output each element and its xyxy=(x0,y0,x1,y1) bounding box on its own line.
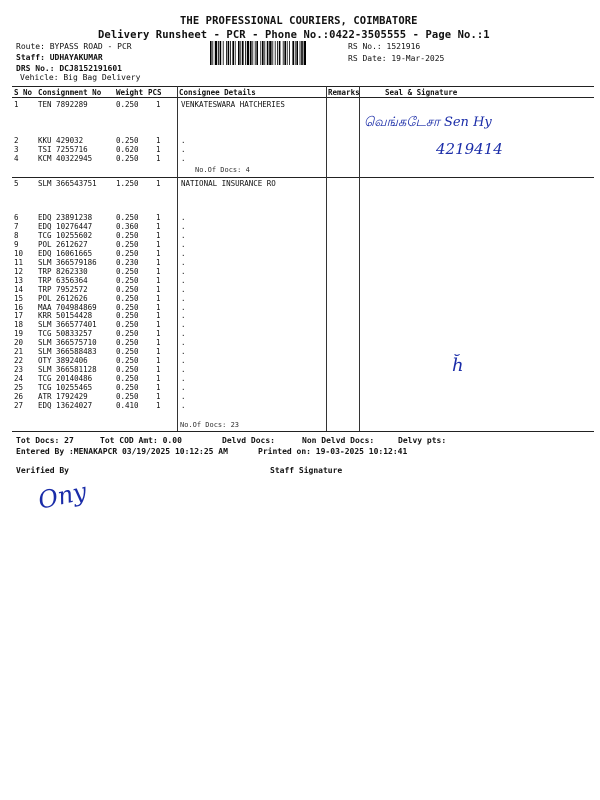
cell-consignee: . xyxy=(181,136,186,145)
cell-consignment-no: SLM 366579186 xyxy=(38,258,97,267)
cell-pcs: 1 xyxy=(156,311,161,320)
delvy-pts: Delvy pts: xyxy=(398,436,447,445)
barcode-bar xyxy=(220,41,222,65)
cell-consignee: . xyxy=(181,249,186,258)
barcode-bar xyxy=(247,41,249,65)
cell-pcs: 1 xyxy=(156,258,161,267)
table-row xyxy=(0,374,600,383)
cell-consignee: . xyxy=(181,392,186,401)
cell-consignment-no: TEN 7892289 xyxy=(38,100,88,109)
barcode-bar xyxy=(277,41,278,65)
barcode-bar xyxy=(226,41,227,65)
cell-consignee: . xyxy=(181,329,186,338)
cell-consignment-no: SLM 366543751 xyxy=(38,179,97,188)
cell-weight: 0.250 xyxy=(116,276,139,285)
cell-consignment-no: TCG 10255602 xyxy=(38,231,93,240)
cell-weight: 0.250 xyxy=(116,383,139,392)
cell-sno: 14 xyxy=(14,285,24,294)
cell-weight: 0.620 xyxy=(116,145,139,154)
table-top-rule xyxy=(12,86,594,87)
cell-sno: 23 xyxy=(14,365,24,374)
barcode-bar xyxy=(223,41,224,65)
table-row xyxy=(0,136,600,145)
cell-weight: 0.250 xyxy=(116,154,139,163)
cell-sno: 2 xyxy=(14,136,19,145)
cell-pcs: 1 xyxy=(156,222,161,231)
barcode-bar xyxy=(296,41,298,65)
cell-pcs: 1 xyxy=(156,285,161,294)
cell-consignment-no: TRP 7952572 xyxy=(38,285,88,294)
cell-consignment-no: MAA 704984869 xyxy=(38,303,97,312)
table-bottom-rule xyxy=(12,431,594,432)
cell-sno: 4 xyxy=(14,154,19,163)
entered-by: Entered By :MENAKAPCR 03/19/2025 10:12:25 AM xyxy=(16,447,228,456)
barcode-bar xyxy=(215,41,217,65)
cell-consignment-no: TCG 20140486 xyxy=(38,374,93,383)
cell-consignee: NATIONAL INSURANCE RO xyxy=(181,179,276,188)
cell-consignment-no: POL 2612626 xyxy=(38,294,88,303)
table-row xyxy=(0,179,600,188)
cell-consignee: . xyxy=(181,294,186,303)
cell-pcs: 1 xyxy=(156,100,161,109)
cell-sno: 6 xyxy=(14,213,19,222)
seal-handwriting-number: 4219414 xyxy=(436,140,503,158)
cell-weight: 0.250 xyxy=(116,240,139,249)
cell-consignee: . xyxy=(181,258,186,267)
barcode-bar xyxy=(262,41,264,65)
barcode-bar xyxy=(228,41,230,65)
verified-signature: Ony xyxy=(35,477,90,515)
cell-sno: 11 xyxy=(14,258,24,267)
table-row xyxy=(0,392,600,401)
cell-weight: 0.250 xyxy=(116,213,139,222)
cell-sno: 22 xyxy=(14,356,24,365)
cell-weight: 0.360 xyxy=(116,222,139,231)
cell-consignee: VENKATESWARA HATCHERIES xyxy=(181,100,285,109)
cell-pcs: 1 xyxy=(156,401,161,410)
cell-weight: 1.250 xyxy=(116,179,139,188)
table-row xyxy=(0,100,600,109)
cell-pcs: 1 xyxy=(156,213,161,222)
cell-weight: 0.250 xyxy=(116,136,139,145)
barcode-bar xyxy=(295,41,296,65)
cell-sno: 24 xyxy=(14,374,24,383)
cell-consignee: . xyxy=(181,154,186,163)
header-seal: Seal & Signature xyxy=(385,88,458,97)
delvd-docs: Delvd Docs: xyxy=(222,436,275,445)
cell-consignment-no: POL 2612627 xyxy=(38,240,88,249)
cell-pcs: 1 xyxy=(156,320,161,329)
cell-sno: 17 xyxy=(14,311,24,320)
cell-consignment-no: TRP 8262330 xyxy=(38,267,88,276)
cell-sno: 15 xyxy=(14,294,24,303)
cell-pcs: 1 xyxy=(156,338,161,347)
table-row xyxy=(0,222,600,231)
tot-docs: Tot Docs: 27 xyxy=(16,436,74,445)
staff-signature-label: Staff Signature xyxy=(270,466,343,475)
cell-weight: 0.250 xyxy=(116,294,139,303)
cell-sno: 3 xyxy=(14,145,19,154)
cell-weight: 0.250 xyxy=(116,374,139,383)
cell-consignee: . xyxy=(181,267,186,276)
cell-sno: 13 xyxy=(14,276,24,285)
table-row xyxy=(0,329,600,338)
cell-weight: 0.250 xyxy=(116,285,139,294)
cell-consignee: . xyxy=(181,213,186,222)
cell-consignment-no: EDQ 23891238 xyxy=(38,213,93,222)
cell-consignee: . xyxy=(181,401,186,410)
cell-consignee: . xyxy=(181,383,186,392)
cell-sno: 7 xyxy=(14,222,19,231)
cell-consignment-no: SLM 366581128 xyxy=(38,365,97,374)
header-pcs: PCS xyxy=(148,88,162,97)
tot-cod: Tot COD Amt: 0.00 xyxy=(100,436,182,445)
table-header-rule xyxy=(12,97,594,98)
barcode-bar xyxy=(264,41,265,65)
barcode-bar xyxy=(272,41,273,65)
barcode-bar xyxy=(279,41,281,65)
cell-consignment-no: TCG 10255465 xyxy=(38,383,93,392)
cell-weight: 0.250 xyxy=(116,267,139,276)
cell-pcs: 1 xyxy=(156,356,161,365)
cell-consignee: . xyxy=(181,145,186,154)
cell-consignment-no: OTY 3892406 xyxy=(38,356,88,365)
table-row xyxy=(0,240,600,249)
cell-consignment-no: EDQ 13624027 xyxy=(38,401,93,410)
table-row xyxy=(0,285,600,294)
header-sno: S No xyxy=(14,88,33,97)
table-row xyxy=(0,383,600,392)
cell-pcs: 1 xyxy=(156,145,161,154)
cell-sno: 18 xyxy=(14,320,24,329)
cell-weight: 0.230 xyxy=(116,258,139,267)
barcode-bar xyxy=(230,41,231,65)
barcode-bar xyxy=(292,41,294,65)
cell-pcs: 1 xyxy=(156,154,161,163)
cell-weight: 0.410 xyxy=(116,401,139,410)
barcode-bar xyxy=(250,41,252,65)
barcode-bar xyxy=(256,41,258,65)
barcode-bar xyxy=(252,41,253,65)
cell-pcs: 1 xyxy=(156,249,161,258)
cell-pcs: 1 xyxy=(156,136,161,145)
handwritten-mark: h̆ xyxy=(452,355,464,376)
table-row xyxy=(0,276,600,285)
cell-pcs: 1 xyxy=(156,276,161,285)
cell-pcs: 1 xyxy=(156,231,161,240)
table-row xyxy=(0,154,600,163)
table-row xyxy=(0,267,600,276)
cell-consignment-no: TCG 50833257 xyxy=(38,329,93,338)
barcode-bar xyxy=(212,41,213,65)
cell-weight: 0.250 xyxy=(116,356,139,365)
barcode-bar xyxy=(275,41,276,65)
group1-rule xyxy=(12,177,594,178)
cell-weight: 0.250 xyxy=(116,100,139,109)
verified-by: Verified By xyxy=(16,466,69,475)
table-row xyxy=(0,365,600,374)
barcode-bar xyxy=(300,41,301,65)
cell-sno: 26 xyxy=(14,392,24,401)
cell-pcs: 1 xyxy=(156,329,161,338)
cell-consignee: . xyxy=(181,303,186,312)
route-label: Route: BYPASS ROAD - PCR xyxy=(16,42,132,51)
cell-weight: 0.250 xyxy=(116,231,139,240)
cell-consignee: . xyxy=(181,338,186,347)
barcode-bar xyxy=(289,41,290,65)
cell-sno: 12 xyxy=(14,267,24,276)
table-header xyxy=(0,88,600,97)
cell-sno: 27 xyxy=(14,401,24,410)
seal-handwriting: வெங்கடேசா Sen Hy xyxy=(364,115,492,130)
cell-weight: 0.250 xyxy=(116,311,139,320)
cell-consignment-no: EDQ 16061665 xyxy=(38,249,93,258)
cell-pcs: 1 xyxy=(156,240,161,249)
barcode-bar xyxy=(287,41,288,65)
barcode-bar xyxy=(242,41,244,65)
cell-pcs: 1 xyxy=(156,392,161,401)
table-row xyxy=(0,213,600,222)
rs-no: RS No.: 1521916 xyxy=(348,42,421,51)
cell-sno: 19 xyxy=(14,329,24,338)
cell-sno: 1 xyxy=(14,100,19,109)
cell-consignee: . xyxy=(181,374,186,383)
cell-consignment-no: SLM 366575710 xyxy=(38,338,97,347)
table-row xyxy=(0,249,600,258)
cell-sno: 20 xyxy=(14,338,24,347)
barcode-bar xyxy=(255,41,256,65)
header-remarks: Remarks xyxy=(328,88,360,97)
cell-consignee: . xyxy=(181,365,186,374)
barcode-bar xyxy=(267,41,269,65)
cell-sno: 5 xyxy=(14,179,19,188)
cell-pcs: 1 xyxy=(156,347,161,356)
drs-no: DRS No.: DCJ8152191601 xyxy=(16,64,122,73)
cell-consignee: . xyxy=(181,356,186,365)
barcode-bar xyxy=(304,41,306,65)
barcode-bar xyxy=(240,41,241,65)
cell-pcs: 1 xyxy=(156,294,161,303)
barcode-bar xyxy=(235,41,236,65)
group1-docs-count: No.Of Docs: 4 xyxy=(195,166,250,174)
vehicle-label: Vehicle: Big Bag Delivery xyxy=(20,73,141,82)
non-delvd-docs: Non Delvd Docs: xyxy=(302,436,375,445)
cell-consignment-no: ATR 1792429 xyxy=(38,392,88,401)
barcode-bar xyxy=(301,41,303,65)
header-consignee: Consignee Details xyxy=(179,88,256,97)
cell-sno: 10 xyxy=(14,249,24,258)
runsheet-title: Delivery Runsheet - PCR - Phone No.:0422-3505555 - Page No.:1 xyxy=(98,29,490,41)
cell-consignee: . xyxy=(181,276,186,285)
cell-weight: 0.250 xyxy=(116,365,139,374)
cell-pcs: 1 xyxy=(156,179,161,188)
cell-pcs: 1 xyxy=(156,365,161,374)
barcode-bar xyxy=(269,41,271,65)
table-row xyxy=(0,311,600,320)
table-row xyxy=(0,401,600,410)
barcode-bar xyxy=(283,41,284,65)
cell-consignee: . xyxy=(181,285,186,294)
header-consignment: Consignment No xyxy=(38,88,102,97)
cell-consignee: . xyxy=(181,320,186,329)
cell-sno: 8 xyxy=(14,231,19,240)
table-row xyxy=(0,320,600,329)
barcode-bar xyxy=(245,41,246,65)
table-row xyxy=(0,145,600,154)
barcode-bar xyxy=(210,41,212,65)
table-row xyxy=(0,356,600,365)
barcode-icon xyxy=(210,41,336,65)
cell-pcs: 1 xyxy=(156,303,161,312)
cell-weight: 0.250 xyxy=(116,347,139,356)
barcode-bar xyxy=(260,41,261,65)
cell-consignment-no: TSI 7255716 xyxy=(38,145,88,154)
cell-weight: 0.250 xyxy=(116,338,139,347)
barcode-bar xyxy=(232,41,234,65)
cell-weight: 0.250 xyxy=(116,303,139,312)
table-row xyxy=(0,258,600,267)
table-row xyxy=(0,294,600,303)
cell-weight: 0.250 xyxy=(116,392,139,401)
barcode-bar xyxy=(284,41,286,65)
table-row xyxy=(0,231,600,240)
cell-consignment-no: KCM 40322945 xyxy=(38,154,93,163)
barcode-bar xyxy=(218,41,219,65)
header-weight: Weight xyxy=(116,88,144,97)
rs-date: RS Date: 19-Mar-2025 xyxy=(348,54,445,63)
cell-pcs: 1 xyxy=(156,267,161,276)
table-row xyxy=(0,347,600,356)
cell-consignee: . xyxy=(181,240,186,249)
cell-sno: 9 xyxy=(14,240,19,249)
cell-consignment-no: KKU 429032 xyxy=(38,136,84,145)
table-row xyxy=(0,338,600,347)
cell-consignment-no: TRP 6356364 xyxy=(38,276,88,285)
cell-sno: 21 xyxy=(14,347,24,356)
cell-sno: 25 xyxy=(14,383,24,392)
cell-consignment-no: SLM 366577401 xyxy=(38,320,97,329)
cell-pcs: 1 xyxy=(156,374,161,383)
cell-consignment-no: SLM 366588483 xyxy=(38,347,97,356)
staff-label: Staff: UDHAYAKUMAR xyxy=(16,53,103,62)
cell-consignee: . xyxy=(181,347,186,356)
cell-sno: 16 xyxy=(14,303,24,312)
printed-on: Printed on: 19-03-2025 10:12:41 xyxy=(258,447,408,456)
cell-consignee: . xyxy=(181,222,186,231)
company-title: THE PROFESSIONAL COURIERS, COIMBATORE xyxy=(180,15,418,27)
cell-consignment-no: KRR 50154428 xyxy=(38,311,93,320)
cell-consignment-no: EDQ 10276447 xyxy=(38,222,93,231)
cell-weight: 0.250 xyxy=(116,320,139,329)
cell-pcs: 1 xyxy=(156,383,161,392)
group2-docs-count: No.Of Docs: 23 xyxy=(180,421,240,429)
cell-consignee: . xyxy=(181,311,186,320)
cell-weight: 0.250 xyxy=(116,329,139,338)
barcode-bar xyxy=(238,41,240,65)
cell-weight: 0.250 xyxy=(116,249,139,258)
cell-consignee: . xyxy=(181,231,186,240)
